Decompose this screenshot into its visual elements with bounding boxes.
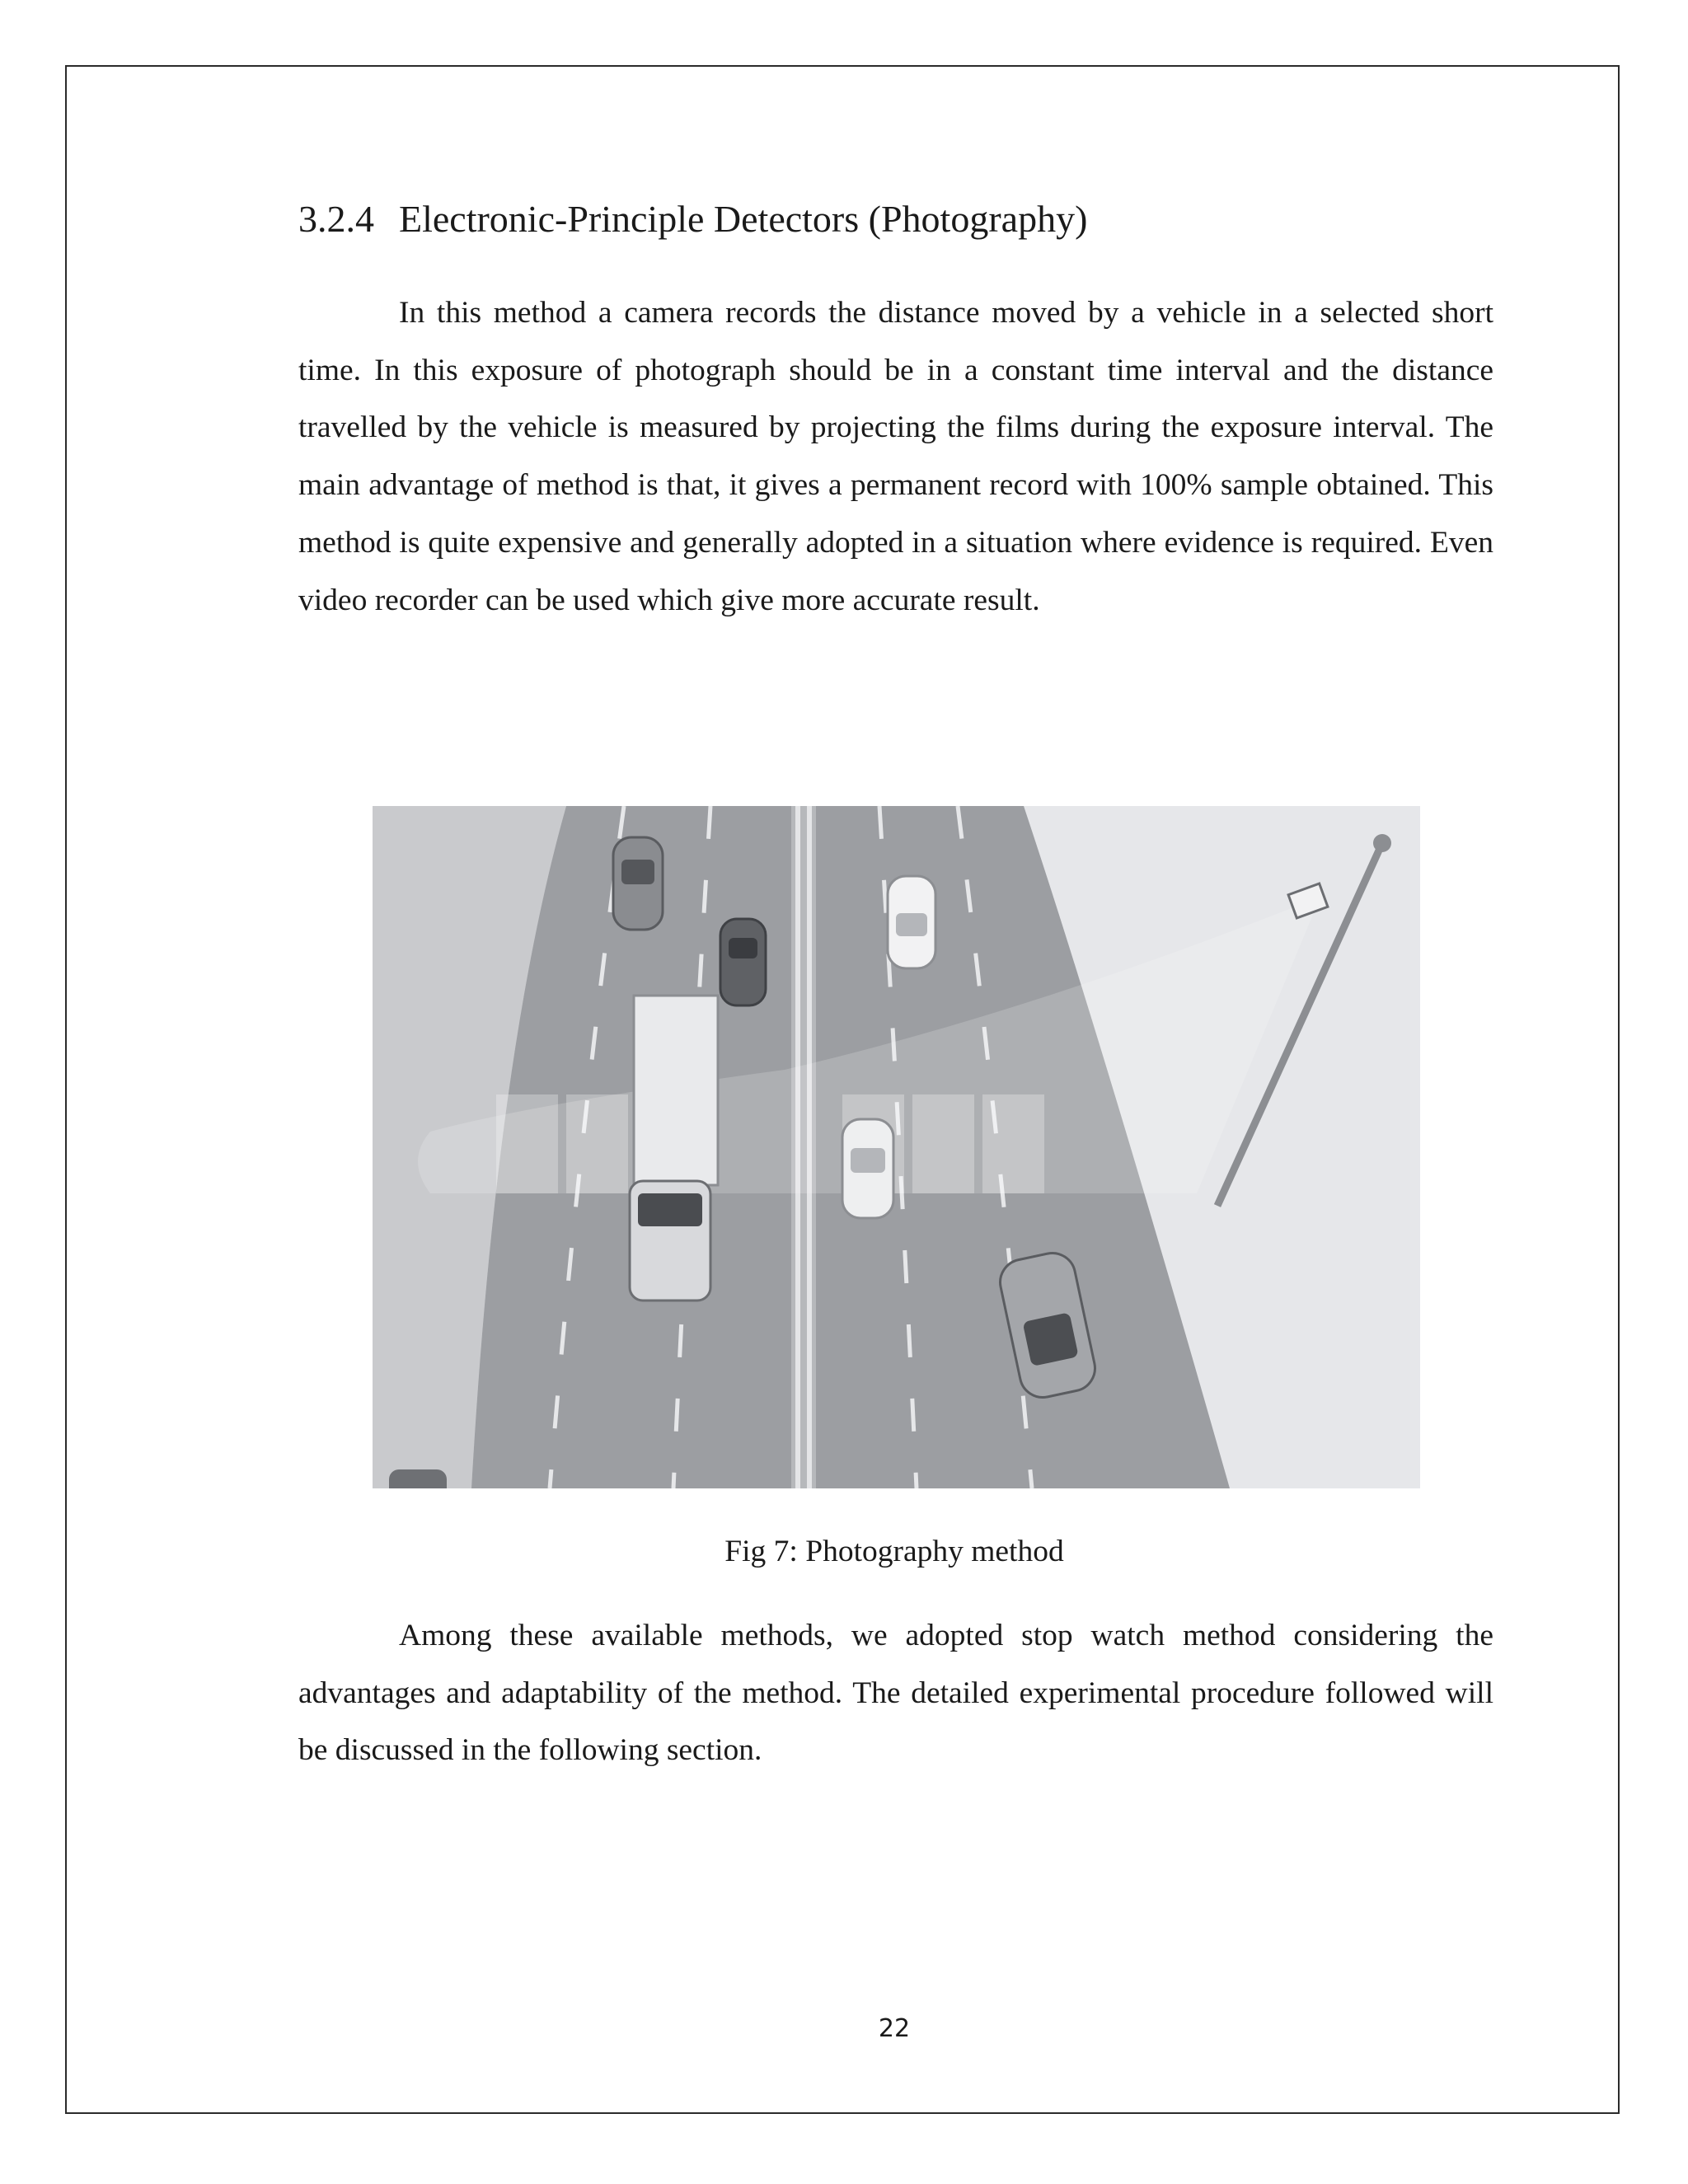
section-heading (298, 194, 1493, 244)
section-number: 3.2.4 (298, 198, 374, 240)
section-title: Electronic-Principle Detectors (Photography) (399, 198, 1088, 240)
figure-caption: Fig 7: Photography method (724, 1535, 1064, 1568)
paragraph-intro: In this method a camera records the distance moved by a vehicle in a selected short time. In this exposure of photograph should be in a constant time interval and the distance travelled by the vehicle is measured by projecting the films during the exposure interval. The main advantage of method is that, it gives a permanent record with 100% sample obtained. This method is quite expensive and generally adopted in a situation where evidence is required. Even video recorder can be used which give more accurate result. (298, 296, 1493, 617)
highway-illustration (373, 806, 1420, 1488)
page-number: 22 (878, 2014, 911, 2043)
photography-method-figure (373, 806, 1420, 1488)
paragraph-conclusion: Among these available methods, we adopted stop watch method considering the advantages and adaptability of the method. The detailed experimental procedure followed will be discussed in the following section. (298, 1619, 1493, 1768)
